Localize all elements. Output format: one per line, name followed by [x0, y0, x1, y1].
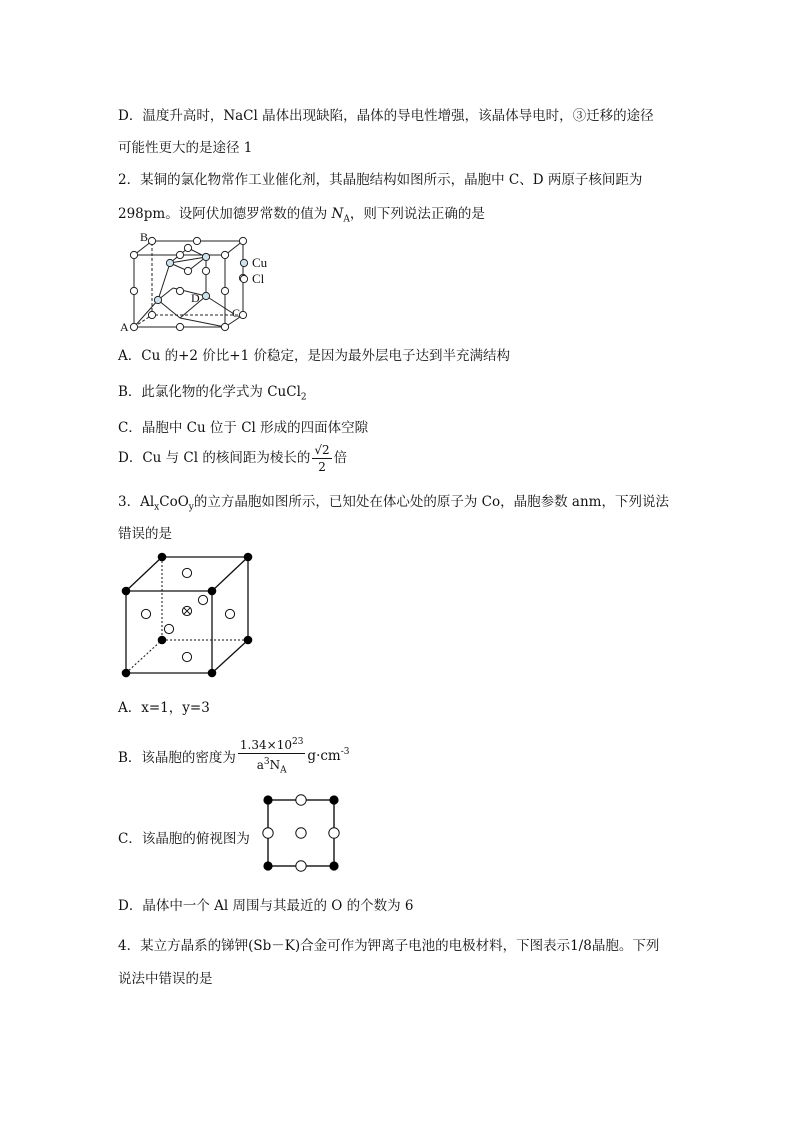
fraction-sqrt2-over-2: $\frac{√2}{2}$	[314, 443, 330, 474]
q4-stem-line2: 说法中错误的是	[118, 971, 213, 987]
q3-stem-line2: 错误的是	[118, 526, 172, 542]
atom-label-a: A	[120, 320, 129, 334]
q3-cube-figure	[118, 548, 258, 684]
q3-option-d: D．晶体中一个 Al 周围与其最近的 O 的个数为 6	[118, 898, 414, 914]
body-center-atom-icon	[182, 606, 191, 615]
atom-label-c: C	[232, 306, 241, 320]
density-fraction: $\frac{1.34\times 10^{23}}{a^3N_A}$	[238, 734, 306, 778]
legend-cl-icon	[240, 275, 247, 282]
q4-stem-line1: 4．某立方晶系的锑钾(Sb－K)合金可作为钾离子电池的电极材料，下图表示1/8晶胞。下列	[118, 938, 660, 954]
q3-stem-line1: 3．$Al_xCoO_y$的立方晶胞如图所示，已知处在体心处的原子为 Co，晶胞参数 anm，下列说法	[118, 494, 669, 513]
q2-stem-line2: 298pm。设阿伏加德罗常数的值为 $N_A$，则下列说法正确的是	[118, 206, 485, 225]
legend-cu-label: Cu	[252, 255, 268, 270]
q2-option-b: B．此氯化物的化学式为 CuCl$_2$	[118, 384, 307, 403]
q3-option-a: A．x=1，y=3	[118, 700, 210, 716]
q3-option-c: C．该晶胞的俯视图为	[118, 831, 250, 847]
q3-option-b: B．该晶胞的密度为 $\frac{1.34\times 10^{23}}{a^3N_A}$ $g\cdot cm^{-3}$	[118, 734, 350, 778]
q2-legend	[240, 255, 267, 286]
q2-option-d: D．Cu 与 Cl 的核间距为棱长的 $\frac{√2}{2}$ 倍	[118, 443, 348, 474]
q2-option-c: C．晶胞中 Cu 位于 Cl 形成的四面体空隙	[118, 420, 369, 436]
atom-label-d: D	[191, 291, 200, 305]
q1-option-d-line1: D．温度升高时，NaCl 晶体出现缺陷，晶体的导电性增强，该晶体导电时，③迁移的途径	[118, 108, 654, 124]
q2-option-a: A．Cu 的+2 价比+1 价稳定，是因为最外层电子达到半充满结构	[118, 348, 510, 364]
q2-crystal-figure	[118, 228, 288, 336]
legend-cl-label: Cl	[252, 271, 265, 286]
legend-cu-icon	[240, 259, 247, 266]
atom-label-b: B	[140, 230, 149, 244]
q1-option-d-line2: 可能性更大的是途径 1	[118, 140, 253, 156]
q3-top-view-figure	[262, 794, 344, 874]
q2-stem-line1: 2．某铜的氯化物常作工业催化剂，其晶胞结构如图所示，晶胞中 C、D 两原子核间距为	[118, 172, 643, 188]
